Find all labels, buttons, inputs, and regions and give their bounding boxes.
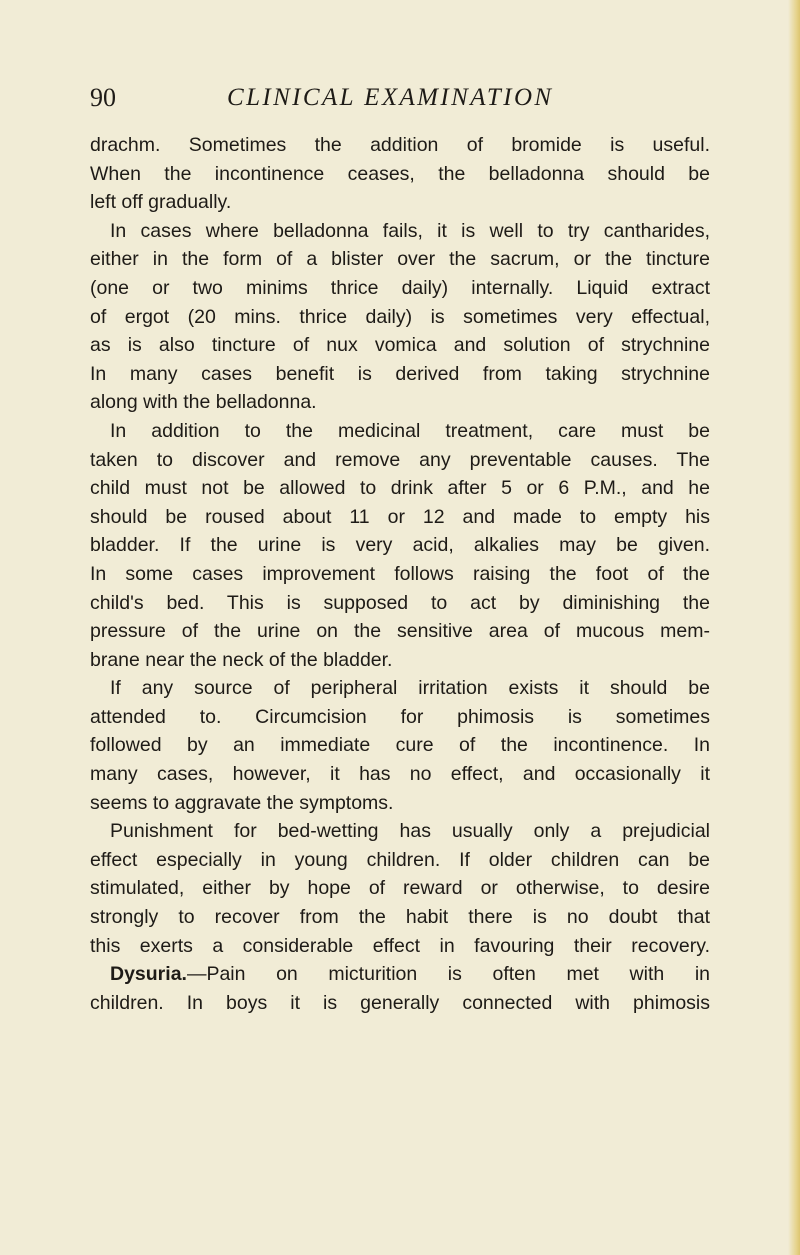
text-line — [90, 960, 710, 989]
text-line: child must not be allowed to drink after 5 or 6 P.M., and he — [90, 477, 710, 500]
text-line: In cases where belladonna fails, it is well to try cantharides, — [110, 219, 710, 242]
text-line: children. In boys it is generally connected with phimosis — [90, 991, 710, 1014]
text-line: (one or two minims thrice daily) internally. Liquid extract — [90, 276, 710, 299]
text-line: should be roused about 11 or 12 and made to empty his — [90, 505, 710, 528]
page-edge — [788, 0, 800, 1255]
heading-dash: — — [186, 963, 207, 986]
text-line: along with the belladonna. — [90, 391, 317, 414]
text-line: bladder. If the urine is very acid, alkalies may be given. — [90, 534, 710, 557]
text-line: of ergot (20 mins. thrice daily) is sometimes very effectual, — [90, 305, 710, 328]
text-line: In some cases improvement follows raising the foot of the — [90, 562, 710, 585]
section-heading: Dysuria. — [110, 963, 187, 986]
text-line: brane near the neck of the bladder. — [90, 648, 393, 671]
text-line: many cases, however, it has no effect, and occasionally it — [90, 763, 710, 786]
text-line: strongly to recover from the habit there is no doubt that — [90, 906, 710, 929]
page-header — [90, 80, 710, 116]
text-line: If any source of peripheral irritation exists it should be — [110, 677, 710, 700]
text-line: this exerts a considerable effect in favouring their recovery. — [90, 934, 710, 957]
text-line: left off gradually. — [90, 191, 232, 214]
body-text — [90, 131, 710, 1017]
text-line: effect especially in young children. If older children can be — [90, 848, 710, 871]
text-line: followed by an immediate cure of the incontinence. In — [90, 734, 710, 757]
text-line: taken to discover and remove any preventable causes. The — [90, 448, 710, 471]
page-number: 90 — [90, 83, 116, 112]
text-line: drachm. Sometimes the addition of bromide is useful. — [90, 134, 710, 156]
text-line: pressure of the urine on the sensitive area of mucous mem- — [90, 620, 710, 643]
text-line: as is also tincture of nux vomica and solution of strychnine — [90, 334, 710, 357]
text-line: attended to. Circumcision for phimosis is sometimes — [90, 705, 710, 728]
text-line: stimulated, either by hope of reward or otherwise, to desire — [90, 877, 710, 900]
text-line: seems to aggravate the symptoms. — [90, 791, 394, 814]
text-line: either in the form of a blister over the sacrum, or the tincture — [90, 248, 710, 271]
line-text: Pain on micturition is often met with in — [206, 963, 710, 986]
text-line: In addition to the medicinal treatment, care must be — [110, 419, 710, 442]
running-head: CLINICAL EXAMINATION — [227, 84, 554, 111]
text-line: Punishment for bed-wetting has usually only a prejudicial — [110, 820, 710, 843]
text-line: In many cases benefit is derived from taking strychnine — [90, 362, 710, 385]
text-line: child's bed. This is supposed to act by diminishing the — [90, 591, 710, 614]
text-line: When the incontinence ceases, the belladonna should be — [90, 162, 710, 185]
